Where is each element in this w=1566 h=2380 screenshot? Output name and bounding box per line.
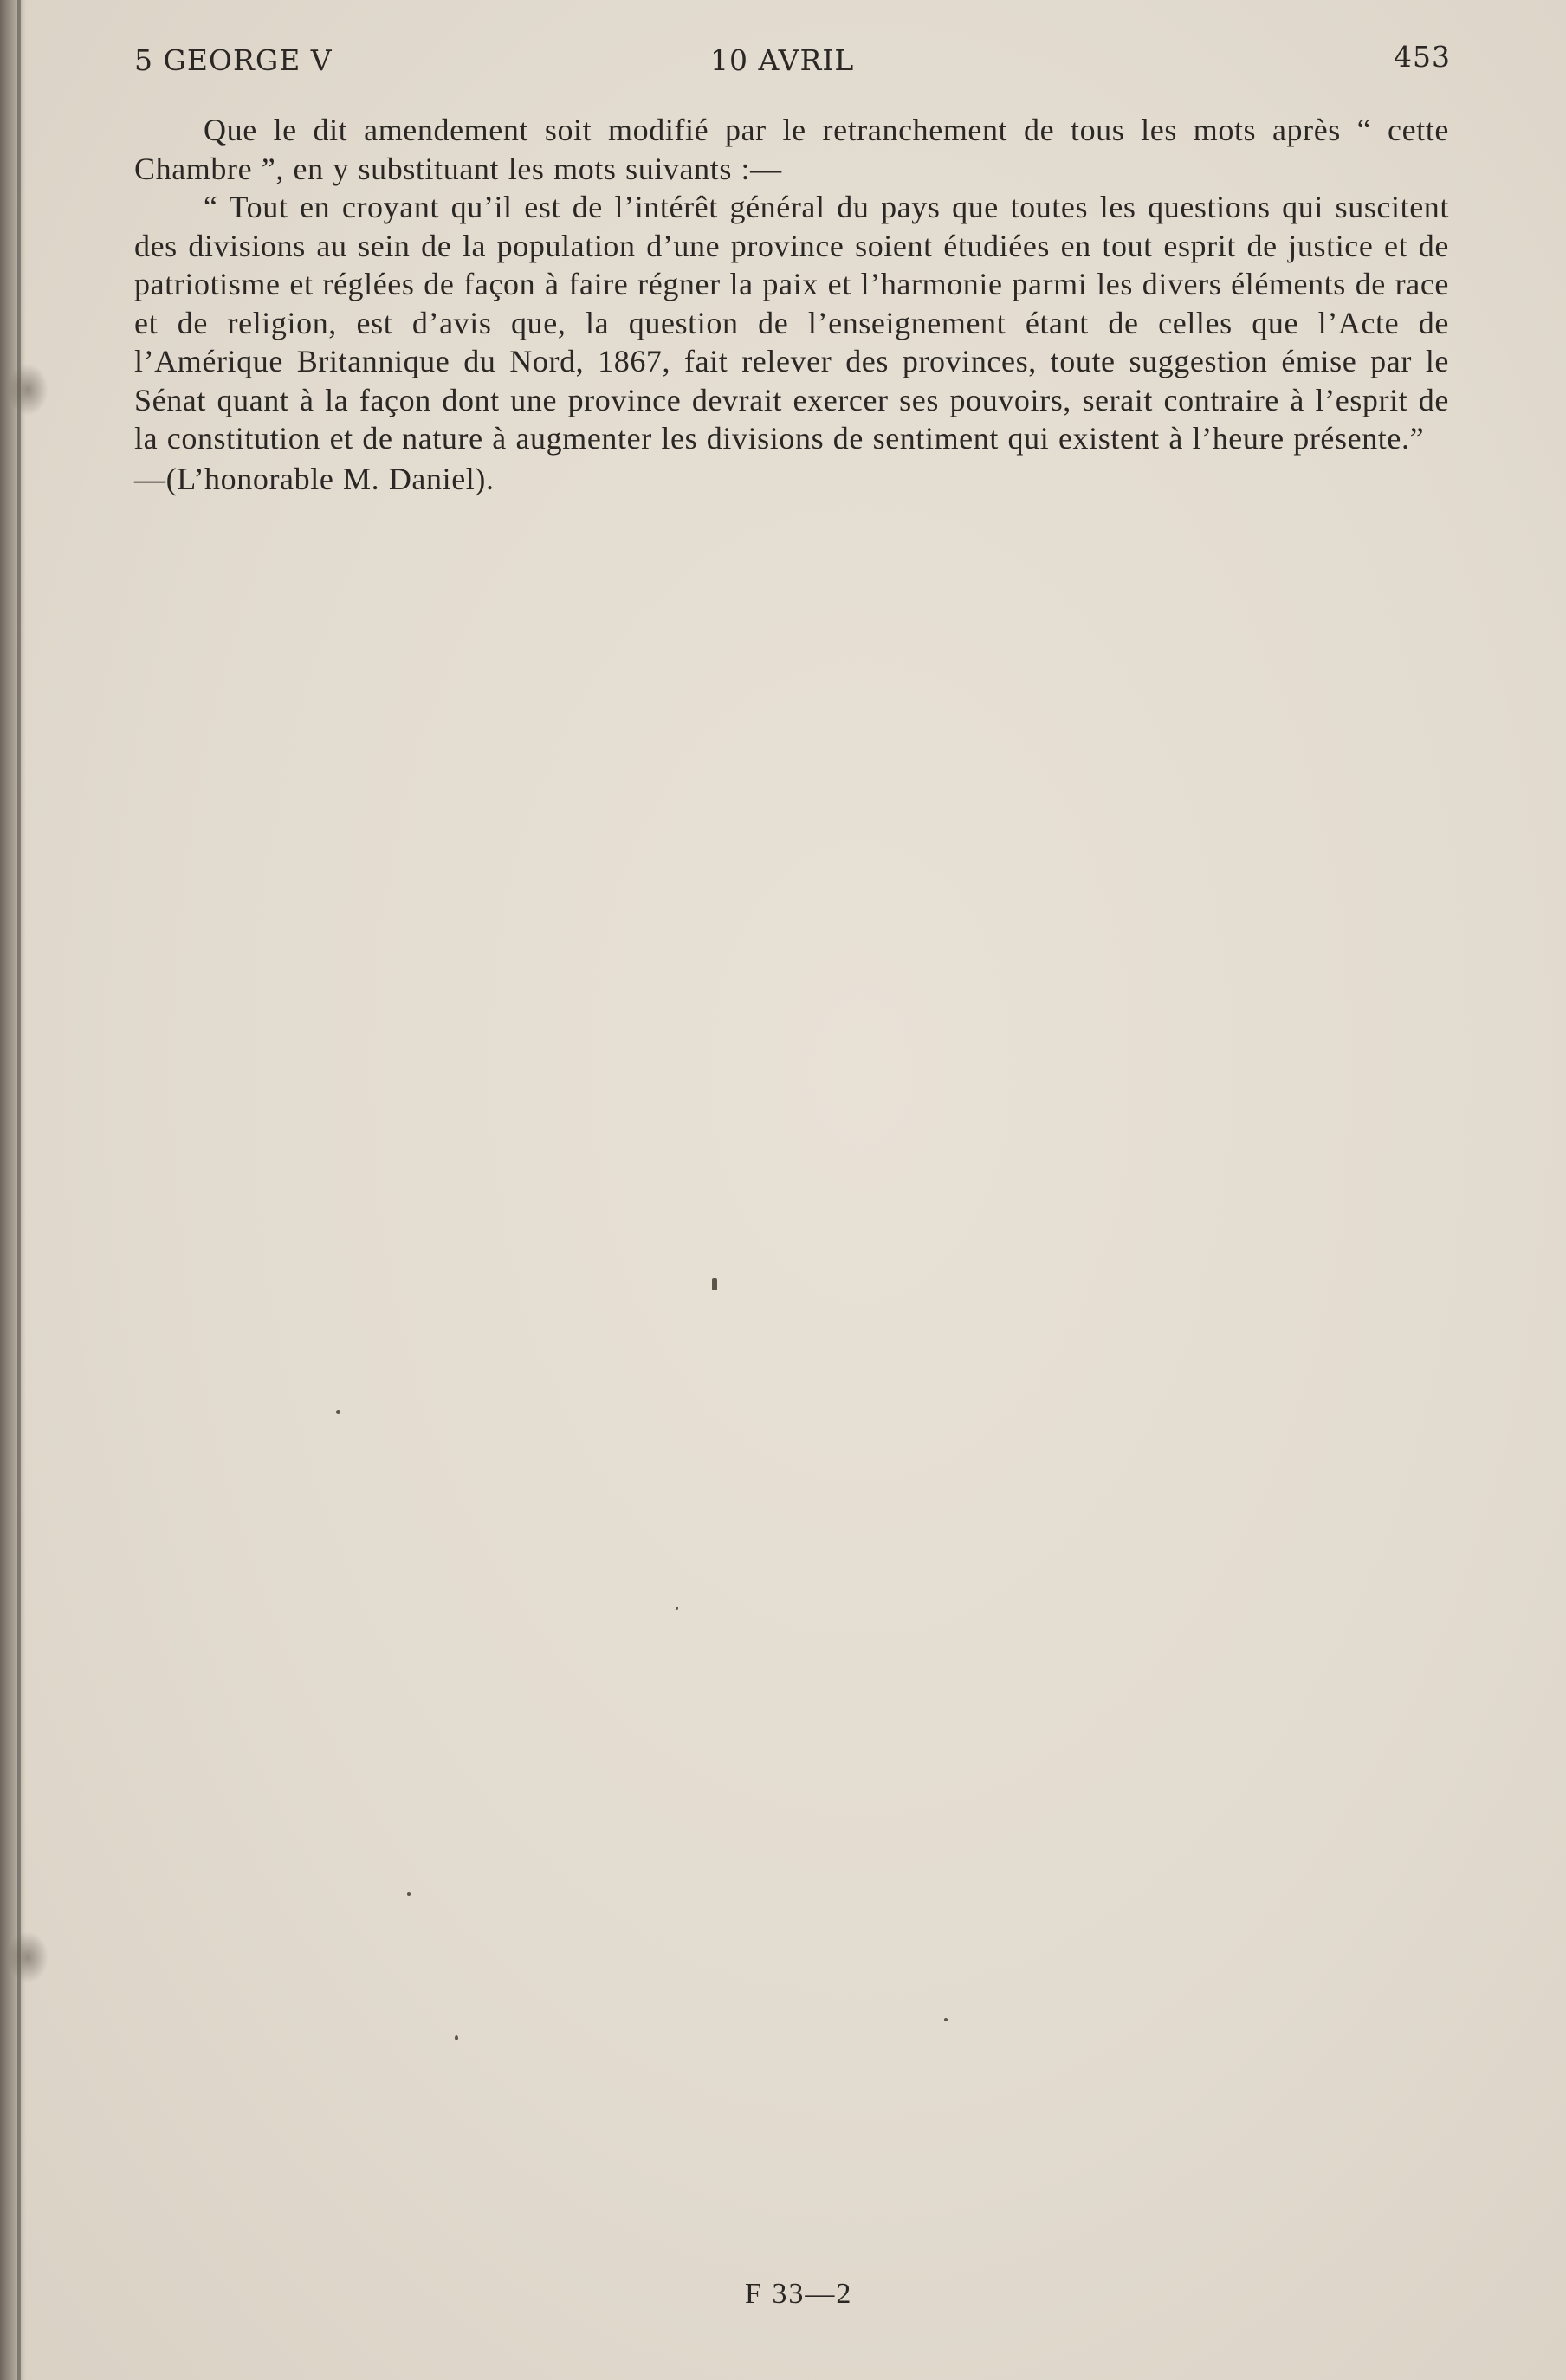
page-binding-line	[17, 0, 21, 2380]
paper-speck	[336, 1410, 340, 1414]
quoted-motion-paragraph: “ Tout en croyant qu’il est de l’intérêt général du pays que toutes les questions qui suscitent des divisions au sein de la population d’une province soient étudiées en tout esprit de justice et de patriotisme et réglées de façon à faire régner la paix et l’harmonie parmi les divers éléments de race et de religion, est d’avis que, la question de l’enseignement étant de celles que l’Acte de l’Amérique Britannique du Nord, 1867, fait relever des provinces, toute suggestion émise par le Sénat quant à la façon dont une province devrait exercer ses pouvoirs, serait contraire à l’esprit de la constitution et de nature à augmenter les divisions de sentiment qui existent à l’heure présente.”	[134, 190, 1449, 456]
paper-speck	[407, 1892, 411, 1896]
paper-speck	[455, 2035, 458, 2040]
paper-speck	[944, 2018, 948, 2021]
amendment-paragraph: Que le dit amendement soit modifié par le retranchement de tous les mots après “ cette Chambre ”, en y substituant les mots suivants :—	[134, 113, 1449, 186]
margin-stain	[7, 364, 49, 416]
page-binding-edge	[0, 0, 26, 2380]
running-head-regnal-year: 5 GEORGE V	[134, 43, 333, 77]
paper-speck	[676, 1607, 678, 1610]
page-number: 453	[1394, 40, 1451, 74]
running-head	[134, 40, 1451, 87]
printer-signature-mark: F 33—2	[745, 2278, 853, 2310]
body-text	[134, 111, 1449, 498]
margin-stain	[7, 1931, 49, 1983]
paper-speck	[712, 1278, 717, 1290]
attribution: —(L’honorable M. Daniel).	[134, 461, 495, 496]
running-head-date: 10 AVRIL	[710, 43, 855, 77]
